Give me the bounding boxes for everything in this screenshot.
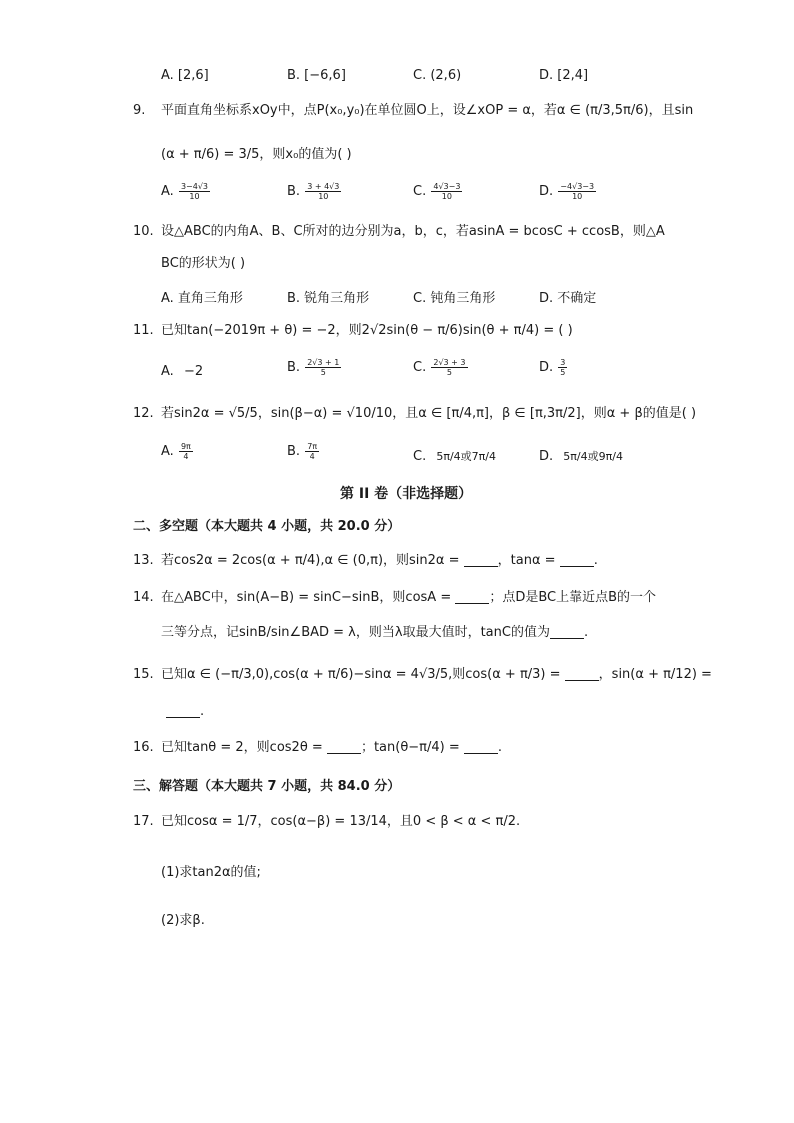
option-label: D.: [539, 184, 554, 199]
q13-number: 13.: [133, 553, 154, 568]
part2-title: 第 II 卷（非选择题）: [340, 486, 473, 502]
option-label: C.: [413, 184, 427, 199]
answer-blank[interactable]: [560, 554, 594, 567]
q10-stem-line2: BC的形状为( ): [161, 256, 246, 271]
q8-option-a[interactable]: A. [2,6]: [161, 68, 209, 83]
q8-option-d[interactable]: D. [2,4]: [539, 68, 589, 83]
q9-stem-line2: (α + π/6) = 3/5，则x₀的值为( ): [161, 147, 352, 162]
option-label: B.: [287, 360, 301, 375]
q11-option-c[interactable]: [413, 358, 469, 377]
q10-option-d[interactable]: D. 不确定: [539, 291, 597, 306]
q17-number: 17.: [133, 814, 154, 829]
section2-heading: 二、多空题（本大题共 4 小题，共 20.0 分）: [133, 519, 401, 534]
q16-stem: 已知tanθ = 2，则cos2θ = ；tan(θ−π/4) = .: [161, 740, 503, 755]
fraction: $\frac{7\pi}{4}$: [307, 442, 318, 461]
q9-option-c[interactable]: [413, 182, 463, 201]
q13-stem: 若cos2α = 2cos(α + π/4),α ∈ (0,π)，则sin2α = ，tanα = .: [161, 553, 598, 568]
fraction: $\frac{4√3-3}{10}$: [433, 182, 461, 201]
option-label: D.: [539, 449, 554, 464]
q14-stem-line1: 在△ABC中，sin(A−B) = sinC−sinB，则cosA = ；点D是BC上靠近点B的一个: [161, 590, 657, 605]
q12-option-a[interactable]: [161, 442, 194, 461]
q8-option-c[interactable]: C. (2,6): [413, 68, 462, 83]
q9-option-d[interactable]: [539, 182, 597, 201]
fraction: $\frac{-4√3-3}{10}$: [560, 182, 595, 201]
answer-blank[interactable]: [565, 668, 599, 681]
q10-option-a[interactable]: A. 直角三角形: [161, 291, 243, 306]
option-label: B.: [287, 444, 301, 459]
option-label: A.: [161, 364, 174, 379]
fraction: $\frac{2√3 + 1}{5}$: [307, 358, 340, 377]
answer-blank[interactable]: [455, 591, 489, 604]
q9-option-a[interactable]: [161, 182, 211, 201]
q12-stem-line1: 若sin2α = √5/5，sin(β−α) = √10/10，且α ∈ [π/4,π]，β ∈ [π,3π/2]，则α + β的值是( ): [161, 406, 697, 421]
q12-option-c[interactable]: [413, 448, 496, 464]
fraction: $\frac{3-4√3}{10}$: [180, 182, 209, 201]
option-label: C.: [413, 360, 427, 375]
q9-stem-line1: 平面直角坐标系xOy中，点P(x₀,y₀)在单位圆O上，设∠xOP = α，若α ∈ (π/3,5π/6)，且sin: [161, 103, 694, 118]
q15-number: 15.: [133, 667, 154, 682]
q12-number: 12.: [133, 406, 154, 421]
option-value: 5π/4或7π/4: [436, 450, 497, 463]
q12-option-d[interactable]: [539, 448, 623, 464]
answer-blank[interactable]: [464, 741, 498, 754]
q12-option-b[interactable]: [287, 442, 320, 461]
fraction: $\frac{3}{5}$: [560, 358, 566, 377]
q17-sub2: (2)求β.: [161, 913, 205, 928]
option-value: −2: [183, 364, 204, 379]
answer-blank[interactable]: [327, 741, 361, 754]
q14-stem-line2: 三等分点，记sinB/sin∠BAD = λ，则当λ取最大值时，tanC的值为 .: [161, 625, 589, 640]
answer-blank[interactable]: [550, 626, 584, 639]
q9-option-b[interactable]: [287, 182, 342, 201]
q10-stem-line1: 设△ABC的内角A、B、C所对的边分别为a，b，c，若asinA = bcosC + ccosB，则△A: [161, 224, 665, 239]
q11-option-d[interactable]: [539, 358, 568, 377]
option-value: 5π/4或9π/4: [563, 450, 623, 463]
q9-number: 9.: [133, 103, 146, 118]
option-label: D.: [539, 360, 554, 375]
q10-option-b[interactable]: B. 锐角三角形: [287, 291, 370, 306]
q17-stem: 已知cosα = 1/7，cos(α−β) = 13/14，且0 < β < α < π/2.: [161, 814, 521, 829]
q11-option-b[interactable]: [287, 358, 342, 377]
option-label: A.: [161, 184, 174, 199]
option-label: C.: [413, 449, 427, 464]
fraction: $\frac{2√3 + 3}{5}$: [433, 358, 466, 377]
option-label: B.: [287, 184, 301, 199]
q11-stem-line1: 已知tan(−2019π + θ) = −2，则2√2sin(θ − π/6)sin(θ + π/4) = ( ): [161, 323, 573, 338]
answer-blank[interactable]: [464, 554, 498, 567]
q11-number: 11.: [133, 323, 154, 338]
q15-stem-line1: 已知α ∈ (−π/3,0),cos(α + π/6)−sinα = 4√3/5,则cos(α + π/3) = ，sin(α + π/12) =: [161, 667, 712, 682]
q11-option-a[interactable]: [161, 364, 203, 379]
q14-number: 14.: [133, 590, 154, 605]
answer-blank[interactable]: [166, 705, 200, 718]
q10-number: 10.: [133, 224, 154, 239]
fraction: $\frac{3 + 4√3}{10}$: [307, 182, 340, 201]
q17-sub1: (1)求tan2α的值;: [161, 865, 261, 880]
section3-heading: 三、解答题（本大题共 7 小题，共 84.0 分）: [133, 779, 401, 794]
option-label: A.: [161, 444, 174, 459]
q8-option-b[interactable]: B. [−6,6]: [287, 68, 346, 83]
q10-option-c[interactable]: C. 钝角三角形: [413, 291, 496, 306]
q16-number: 16.: [133, 740, 154, 755]
q15-stem-line2: .: [166, 702, 204, 722]
fraction: $\frac{9\pi}{4}$: [180, 442, 191, 461]
